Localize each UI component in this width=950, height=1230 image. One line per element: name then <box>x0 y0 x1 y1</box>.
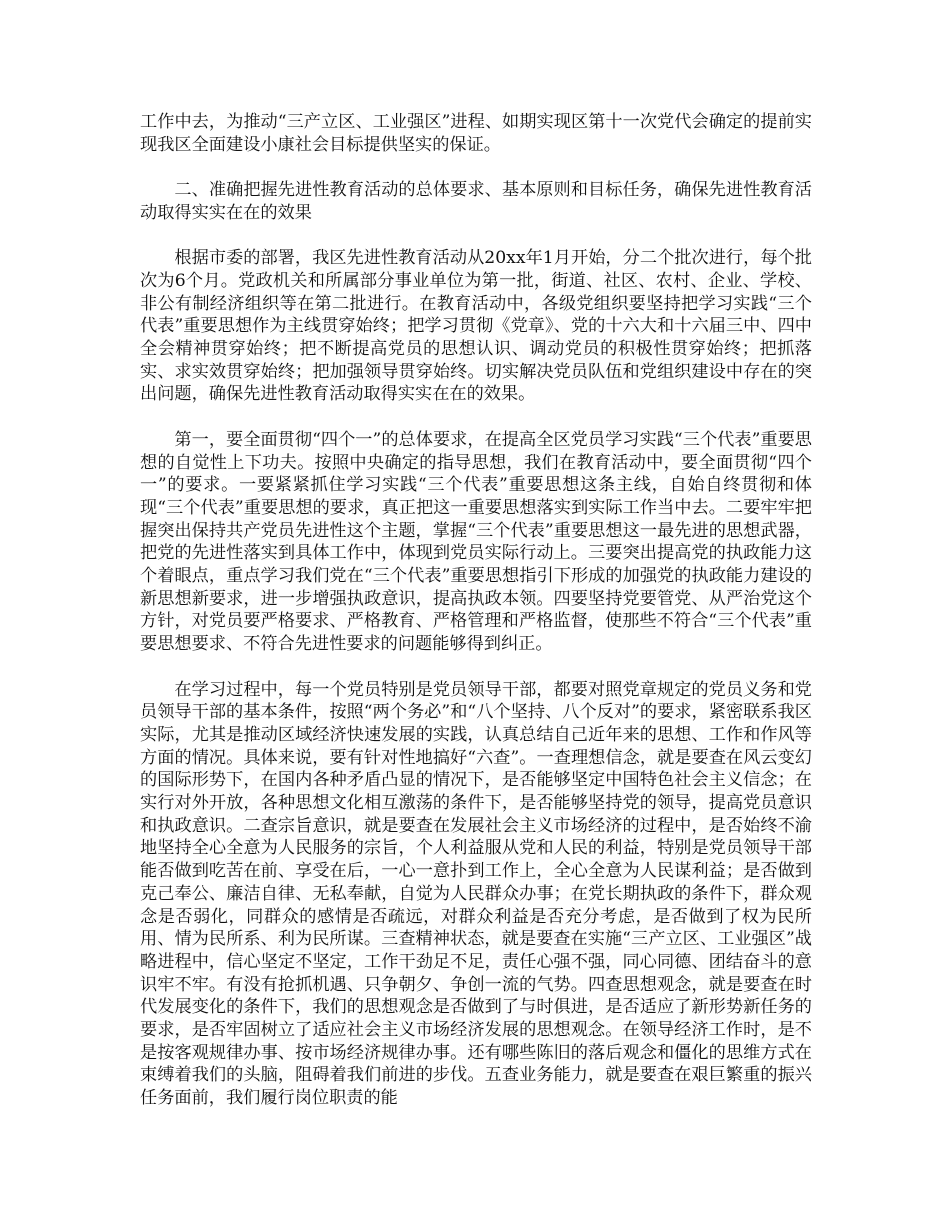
paragraph-schedule: 根据市委的部署，我区先进性教育活动从20xx年1月开始，分二个批次进行，每个批次为6个月。党政机关和所属部分事业单位为第一批，街道、社区、农村、企业、学校、非公有制经济组织等在第二批进行。在教育活动中，各级党组织要坚持把学习实践“三个代表”重要思想作为主线贯穿始终；把学习贯彻《党章》、党的十六大和十六届三中、四中全会精神贯穿始终；把不断提高党员的思想认识、调动党员的积极性贯穿始终；把抓落实、求实效贯穿始终；把加强领导贯穿始终。切实解决党员队伍和党组织建设中存在的突出问题，确保先进性教育活动取得实实在在的效果。 <box>140 248 812 405</box>
document-body <box>140 111 812 1133</box>
paragraph-first-requirement: 第一，要全面贯彻“四个一”的总体要求，在提高全区党员学习实践“三个代表”重要思想的自觉性上下功夫。按照中央确定的指导思想，我们在教育活动中，要全面贯彻“四个一”的要求。一要紧紧抓住学习实践“三个代表”重要思想这条主线，自始自终贯彻和体现“三个代表”重要思想的要求，真正把这一重要思想落实到实际工作当中去。二要牢牢把握突出保持共产党员先进性这个主题，掌握“三个代表”重要思想这一最先进的思想武器，把党的先进性落实到具体工作中，体现到党员实际行动上。三要突出提高党的执政能力这个着眼点，重点学习我们党在“三个代表”重要思想指引下形成的加强党的执政能力建设的新思想新要求，进一步增强执政意识，提高执政本领。四要坚持党要管党、从严治党这个方针，对党员要严格要求、严格教育、严格管理和严格监督，使那些不符合“三个代表”重要思想要求、不符合先进性要求的问题能够得到纠正。 <box>140 429 812 655</box>
paragraph-six-checks: 在学习过程中，每一个党员特别是党员领导干部，都要对照党章规定的党员义务和党员领导干部的基本条件，按照“两个务必”和“八个坚持、八个反对”的要求，紧密联系我区实际，尤其是推动区域经济快速发展的实践，认真总结自己近年来的思想、工作和作风等方面的情况。具体来说，要有针对性地搞好“六查”。一查理想信念，就是要查在风云变幻的国际形势下，在国内各种矛盾凸显的情况下，是否能够坚定中国特色社会主义信念；在实行对外开放，各种思想文化相互激荡的条件下，是否能够坚持党的领导，提高党员意识和执政意识。二查宗旨意识，就是要查在发展社会主义市场经济的过程中，是否始终不渝地坚持全心全意为人民服务的宗旨，个人利益服从党和人民的利益，特别是党员领导干部能否做到吃苦在前、享受在后，一心一意扑到工作上，全心全意为人民谋利益；是否做到克己奉公、廉洁自律、无私奉献，自觉为人民群众办事；在党长期执政的条件下，群众观念是否弱化，同群众的感情是否疏远，对群众利益是否充分考虑，是否做到了权为民所用、情为民所系、利为民所谋。三查精神状态，就是要查在实施“三产立区、工业强区”战略进程中，信心坚定不坚定，工作干劲足不足，责任心强不强，同心同德、团结奋斗的意识牢不牢。有没有抢抓机遇、只争朝夕、争创一流的气势。四查思想观念，就是要查在时代发展变化的条件下，我们的思想观念是否做到了与时俱进，是否适应了新形势新任务的要求，是否牢固树立了适应社会主义市场经济发展的思想观念。在领导经济工作时，是不是按客观规律办事、按市场经济规律办事。还有哪些陈旧的落后观念和僵化的思维方式在束缚着我们的头脑，阻碍着我们前进的步伐。五查业务能力，就是要查在艰巨繁重的振兴任务面前，我们履行岗位职责的能 <box>140 679 812 1109</box>
paragraph-continuation: 工作中去，为推动“三产立区、工业强区”进程、如期实现区第十一次党代会确定的提前实现我区全面建设小康社会目标提供坚实的保证。 <box>140 112 812 155</box>
section-heading: 二、准确把握先进性教育活动的总体要求、基本原则和目标任务，确保先进性教育活动取得实实在在的效果 <box>140 180 812 223</box>
